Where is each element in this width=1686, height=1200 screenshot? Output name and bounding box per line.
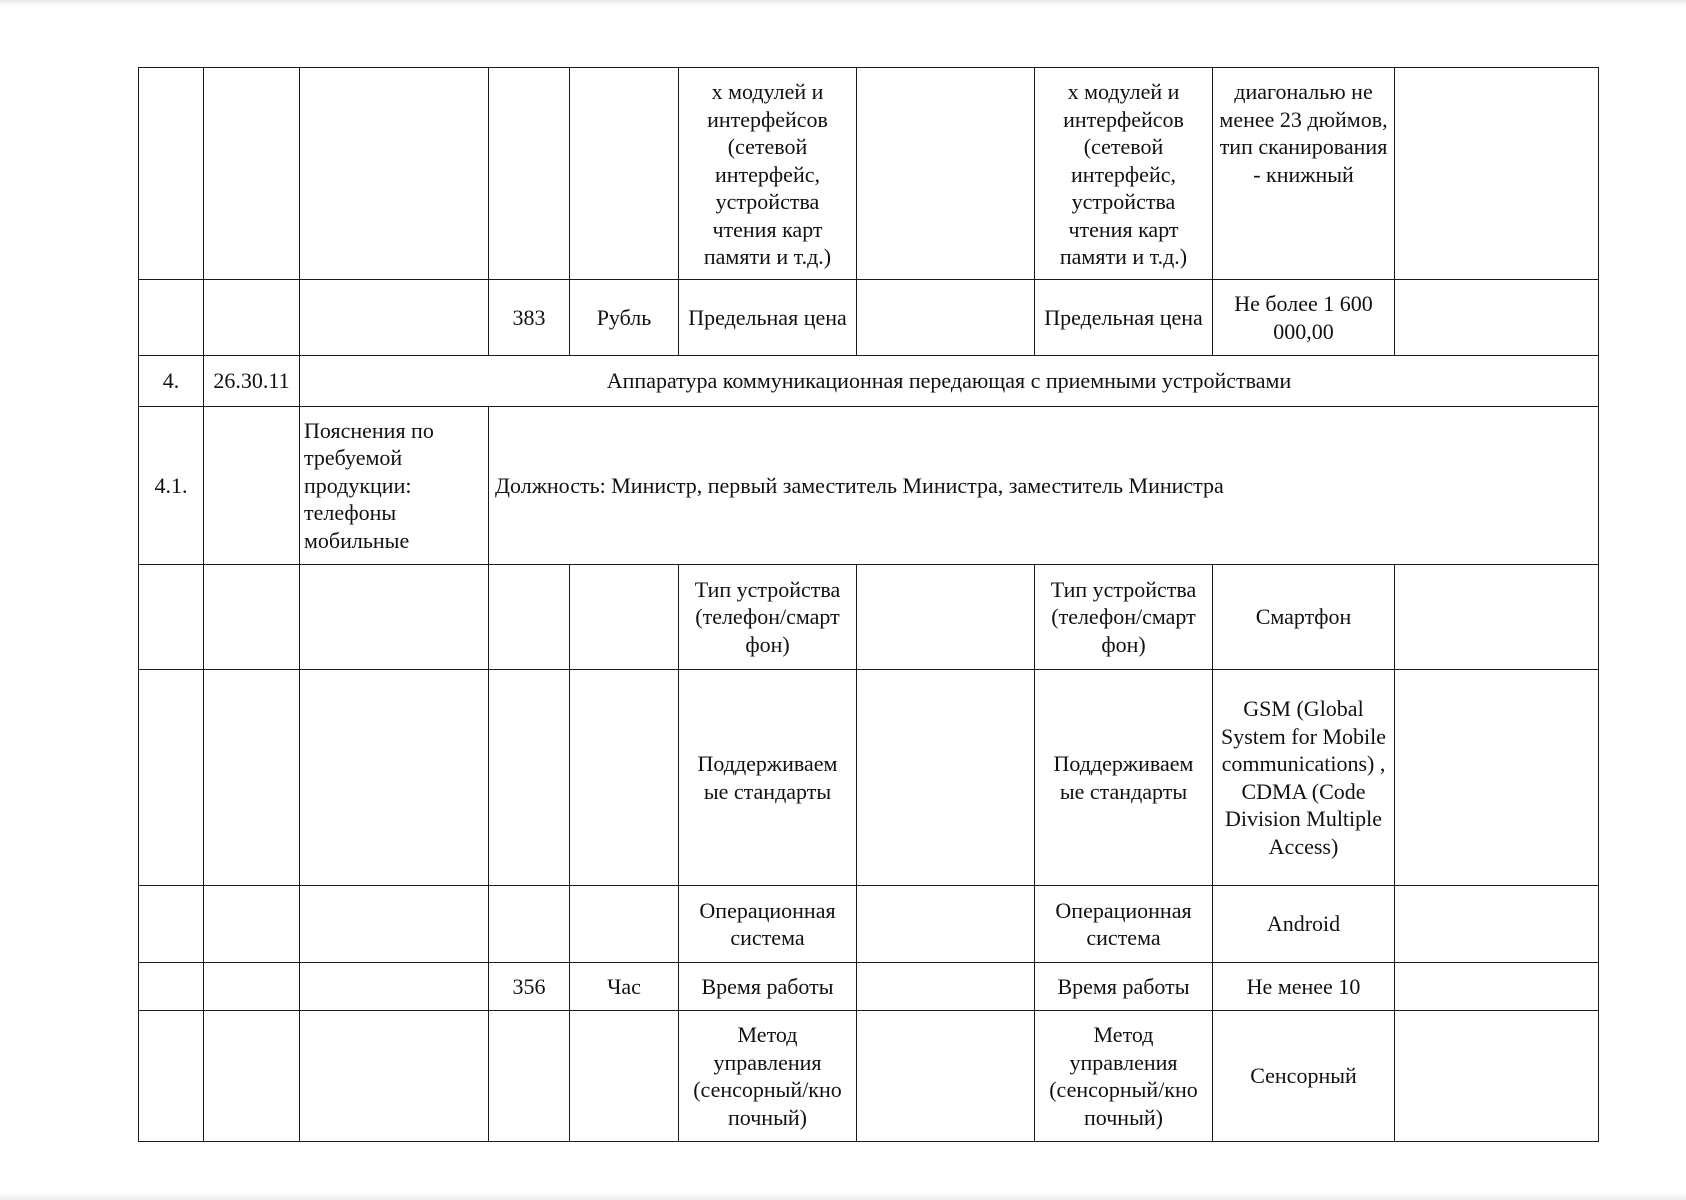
cell-okpd-code [204,565,300,670]
cell-number [139,565,204,670]
cell-characteristic: х модулей и интерфейсов (сетевой интерфейс, устройства чтения карт памяти и т.д.) [679,68,857,280]
cell-okpd-code [204,1011,300,1142]
cell-value: Сенсорный [1213,1011,1395,1142]
cell-number [139,886,204,963]
cell-extra [1395,565,1599,670]
cell-characteristic: Поддерживаем ые стандарты [679,670,857,886]
cell-characteristic: Тип устройства (телефон/смарт фон) [679,565,857,670]
cell-extra [1395,68,1599,280]
section-title: Аппаратура коммуникационная передающая с приемными устройствами [300,356,1599,407]
cell-position: Должность: Министр, первый заместитель Министра, заместитель Министра [489,407,1599,565]
cell-characteristic-value [857,963,1035,1011]
cell-characteristic-2: Время работы [1035,963,1213,1011]
cell-okpd-code [204,963,300,1011]
cell-number: 4.1. [139,407,204,565]
cell-value: Смартфон [1213,565,1395,670]
cell-unit: Час [570,963,679,1011]
cell-characteristic: Операционная система [679,886,857,963]
cell-extra [1395,963,1599,1011]
cell-name [300,1011,489,1142]
cell-characteristic-value [857,68,1035,280]
cell-okpd-code: 26.30.11 [204,356,300,407]
cell-characteristic-value [857,280,1035,356]
cell-okei-code: 383 [489,280,570,356]
requirements-table [138,67,1599,1142]
cell-characteristic-value [857,1011,1035,1142]
section-row [139,356,1599,407]
cell-unit [570,68,679,280]
cell-okpd-code [204,68,300,280]
cell-value: Android [1213,886,1395,963]
scan-edge-top [0,0,1686,6]
cell-extra [1395,670,1599,886]
cell-value: Не более 1 600 000,00 [1213,280,1395,356]
cell-number: 4. [139,356,204,407]
cell-okei-code [489,886,570,963]
cell-characteristic-value [857,886,1035,963]
cell-number [139,280,204,356]
cell-characteristic-2: Предельная цена [1035,280,1213,356]
cell-name [300,565,489,670]
table-row [139,886,1599,963]
cell-okei-code [489,565,570,670]
cell-unit [570,1011,679,1142]
table-row [139,670,1599,886]
subsection-row [139,407,1599,565]
cell-number [139,963,204,1011]
cell-characteristic-2: Поддерживаем ые стандарты [1035,670,1213,886]
cell-unit [570,670,679,886]
table-row [139,280,1599,356]
scan-edge-bottom [0,1192,1686,1200]
cell-unit [570,886,679,963]
cell-number [139,1011,204,1142]
table-row [139,963,1599,1011]
cell-unit [570,565,679,670]
cell-okei-code: 356 [489,963,570,1011]
cell-characteristic: Время работы [679,963,857,1011]
table-row [139,1011,1599,1142]
cell-okei-code [489,68,570,280]
cell-okei-code [489,670,570,886]
cell-characteristic: Метод управления (сенсорный/кно почный) [679,1011,857,1142]
cell-number [139,68,204,280]
cell-okei-code [489,1011,570,1142]
cell-extra [1395,886,1599,963]
cell-value: Не менее 10 [1213,963,1395,1011]
cell-value: GSM (Global System for Mobile communications) , CDMA (Code Division Multiple Access) [1213,670,1395,886]
cell-okpd-code [204,886,300,963]
cell-characteristic-value [857,565,1035,670]
cell-characteristic-2: Метод управления (сенсорный/кно почный) [1035,1011,1213,1142]
cell-characteristic-2: Операционная система [1035,886,1213,963]
cell-explanation: Пояснения по требуемой продукции: телефоны мобильные [300,407,489,565]
cell-name [300,886,489,963]
cell-extra [1395,1011,1599,1142]
cell-extra [1395,280,1599,356]
cell-name [300,68,489,280]
cell-value: диагональю не менее 23 дюймов, тип сканирования - книжный [1213,68,1395,280]
cell-number [139,670,204,886]
cell-characteristic-2: Тип устройства (телефон/смарт фон) [1035,565,1213,670]
cell-name [300,670,489,886]
cell-name [300,963,489,1011]
cell-name [300,280,489,356]
cell-characteristic-2: х модулей и интерфейсов (сетевой интерфейс, устройства чтения карт памяти и т.д.) [1035,68,1213,280]
cell-okpd-code [204,407,300,565]
cell-okpd-code [204,670,300,886]
cell-okpd-code [204,280,300,356]
cell-characteristic: Предельная цена [679,280,857,356]
cell-characteristic-value [857,670,1035,886]
table-row [139,565,1599,670]
cell-unit: Рубль [570,280,679,356]
table-row [139,68,1599,280]
